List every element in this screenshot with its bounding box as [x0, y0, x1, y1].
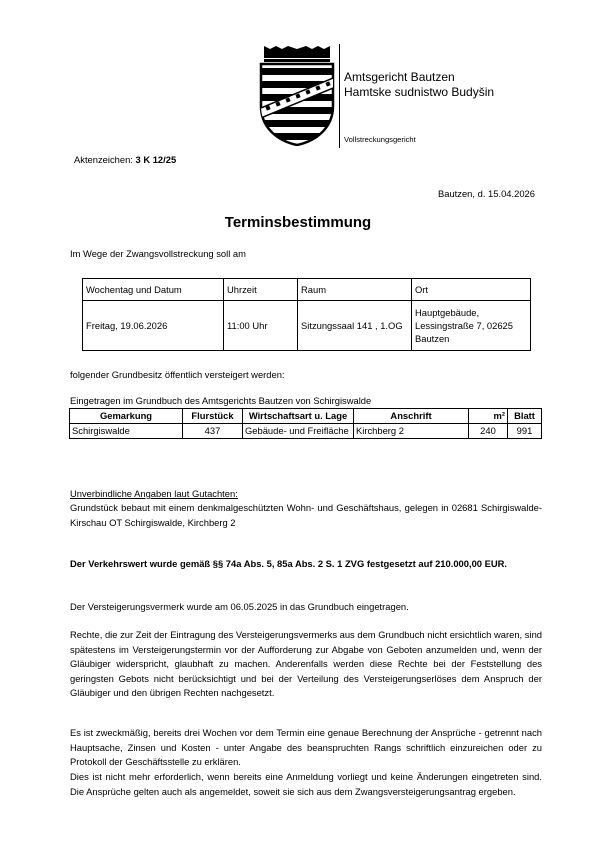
appointment-date: Freitag, 19.06.2026 [83, 301, 224, 351]
table-header-cell: Wochentag und Datum [83, 279, 224, 301]
appointment-room: Sitzungssaal 141 , 1.OG [298, 301, 412, 351]
table-cell: 991 [508, 424, 542, 439]
appointment-time: 11:00 Uhr [224, 301, 298, 351]
crown-icon [264, 46, 330, 62]
table-cell: Kirchberg 2 [354, 424, 469, 439]
document-title: Terminsbestimmung [224, 214, 372, 231]
auction-text: folgender Grundbesitz öffentlich versteigert werden: [70, 369, 285, 380]
registration-note: Der Versteigerungsvermerk wurde am 06.05.2025 in das Grundbuch eingetragen. [70, 601, 409, 612]
appraisal-heading: Unverbindliche Angaben laut Gutachten: [70, 488, 238, 499]
intro-text: Im Wege der Zwangsvollstreckung soll am [70, 248, 246, 259]
table-cell: Schirgiswalde [70, 424, 183, 439]
file-reference [74, 154, 176, 165]
table-header-cell: Wirtschaftsart u. Lage [243, 409, 354, 424]
table-header-cell: Gemarkung [70, 409, 183, 424]
table-cell: 437 [183, 424, 243, 439]
table-header-cell: Flurstück [183, 409, 243, 424]
table-header-row [83, 279, 531, 301]
table-row [70, 424, 542, 439]
court-department: Vollstreckungsgericht [344, 135, 416, 144]
table-cell: 240 [469, 424, 508, 439]
appointment-table [82, 278, 531, 351]
header-divider [339, 44, 340, 148]
file-reference-label: Aktenzeichen: [74, 154, 133, 165]
table-cell: Gebäude- und Freifläche [243, 424, 354, 439]
no-longer-required-paragraph: Dies ist nicht mehr erforderlich, wenn bereits eine Anmeldung vorliegt und keine Änderungen eingetreten sind. Die Ansprüche gelten auch als angemeldet, soweit sie sich aus dem Zwangsversteigerungsantrag ergeben. [70, 771, 542, 797]
table-header-cell: Anschrift [354, 409, 469, 424]
place-date: Bautzen, d. 15.04.2026 [438, 188, 535, 199]
court-name-german: Amtsgericht Bautzen [344, 70, 455, 84]
appointment-location: Hauptgebäude, Lessingstraße 7, 02625 Bautzen [412, 301, 531, 351]
claims-paragraph: Es ist zweckmäßig, bereits drei Wochen vor dem Termin eine genaue Berechnung der Ansprüche - getrennt nach Hauptsache, Zinsen und Kosten - unter Angabe des beanspruchten Rangs schriftlich einzureichen oder zu Protokoll der Geschäftsstelle zu erklären. [70, 727, 542, 768]
land-register-text: Eingetragen im Grundbuch des Amtsgerichts Bautzen von Schirgiswalde [70, 395, 372, 406]
saxony-coat-of-arms [258, 46, 336, 146]
table-header-cell: Ort [412, 279, 531, 301]
table-header-cell: Blatt [508, 409, 542, 424]
table-header-cell: m² [469, 409, 508, 424]
court-name-sorbian: Hamtske sudnistwo Budyšin [344, 85, 495, 99]
table-row [83, 301, 531, 351]
rights-paragraph: Rechte, die zur Zeit der Eintragung des Versteigerungsvermerks aus dem Grundbuch nicht ersichtlich waren, sind spätestens im Versteigerungstermin vor der Aufforderung zur Abgabe von Geboten anzumelden und, wenn der Gläubiger widerspricht, glaubhaft zu machen. Anderenfalls werden diese Rechte bei der Feststellung des geringsten Gebots nicht berücksichtigt und bei der Verteilung des Versteigerungserlöses dem Anspruch der Gläubiger und den übrigen Rechten nachgesetzt. [70, 629, 542, 699]
parcels-table [69, 408, 542, 439]
file-reference-value: 3 K 12/25 [135, 154, 177, 165]
table-header-cell: Raum [298, 279, 412, 301]
table-header-cell: Uhrzeit [224, 279, 298, 301]
table-header-row [70, 409, 542, 424]
appraisal-text: Grundstück bebaut mit einem denkmalgeschützten Wohn- und Geschäftshaus, gelegen in 02681 Schirgiswalde-Kirschau OT Schirgiswalde, Kirchberg 2 [70, 502, 542, 528]
market-value: Der Verkehrswert wurde gemäß §§ 74a Abs. 5, 85a Abs. 2 S. 1 ZVG festgesetzt auf 210.000,00 EUR. [70, 558, 508, 569]
